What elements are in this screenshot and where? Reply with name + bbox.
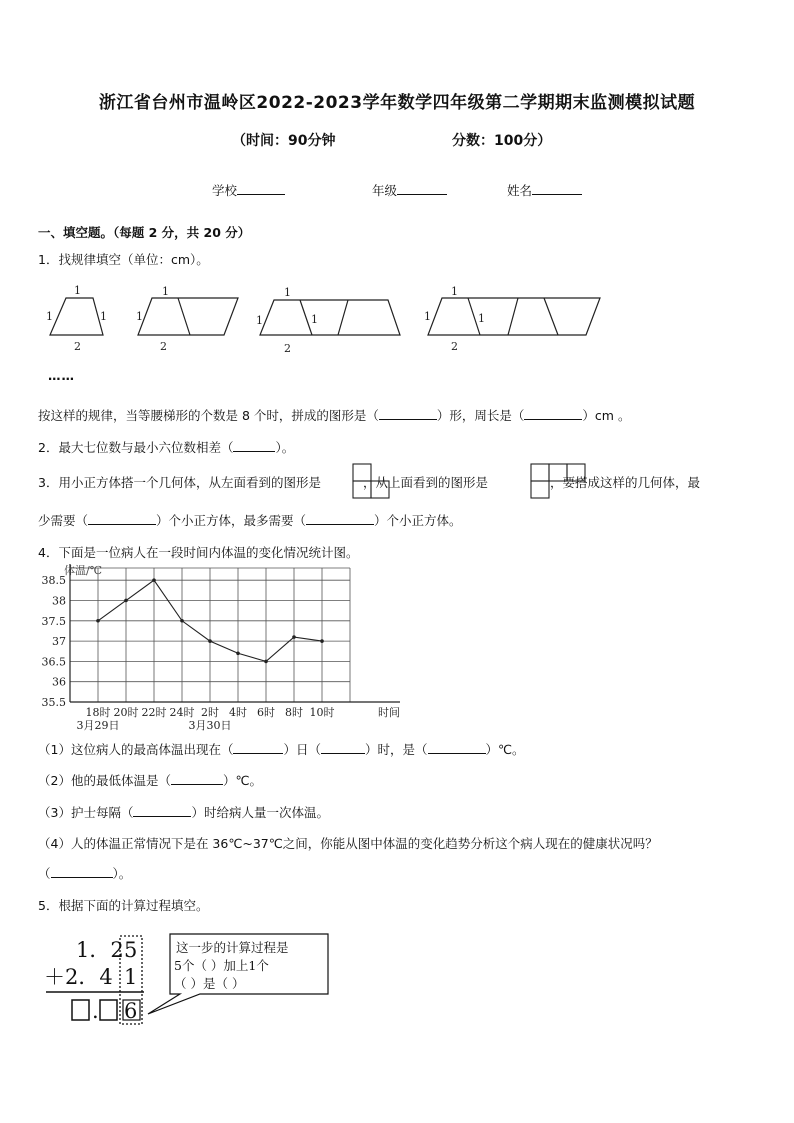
fig-label-top: 1 bbox=[451, 285, 458, 298]
fig-label-side: 1 bbox=[100, 310, 107, 323]
addend-one-box-digit: 5 bbox=[124, 938, 138, 962]
bubble-line-1: 这一步的计算过程是 bbox=[176, 940, 289, 955]
school-field bbox=[212, 181, 285, 199]
fig-label-top: 1 bbox=[74, 284, 81, 297]
temperature-point bbox=[208, 639, 212, 643]
left-view-figure bbox=[352, 463, 392, 499]
trapezoid-pattern-figure bbox=[38, 280, 618, 360]
result-box-digit: 6 bbox=[124, 999, 138, 1023]
x-tick-label: 10时 bbox=[309, 706, 335, 719]
temperature-point bbox=[124, 599, 128, 603]
q4-part3: （3）护士每隔（ ）时给病人量一次体温。 bbox=[38, 805, 329, 820]
x-tick-label: 4时 bbox=[229, 706, 247, 719]
fig-label-side: 1 bbox=[478, 312, 485, 325]
grade-field bbox=[372, 181, 447, 199]
temperature-point bbox=[152, 578, 156, 582]
q3-question-line2: 少需要（ ）个小正方体，最多需要（ ）个小正方体。 bbox=[38, 513, 462, 528]
temperature-point bbox=[292, 635, 296, 639]
name-field bbox=[507, 181, 582, 199]
school-label: 学校 bbox=[212, 183, 238, 198]
q1-shape-blank[interactable] bbox=[379, 406, 437, 420]
temperature-point bbox=[96, 619, 100, 623]
q4-part2: （2）他的最低体温是（ ）℃。 bbox=[38, 773, 263, 788]
x-axis-label: 时间 bbox=[378, 706, 400, 719]
exam-score: 分数：100分） bbox=[452, 133, 552, 149]
name-blank[interactable] bbox=[532, 181, 582, 195]
q3-max-blank[interactable] bbox=[306, 511, 374, 525]
x-tick-label: 20时 bbox=[113, 706, 139, 719]
fig-label-side: 1 bbox=[136, 310, 143, 323]
q4-part4: （4）人的体温正常情况下是在 36℃~37℃之间，你能从图中体温的变化趋势分析这个病人现在的健康状况吗？ bbox=[38, 836, 658, 851]
temperature-line-chart bbox=[30, 560, 420, 735]
fig-label-top: 1 bbox=[284, 286, 291, 299]
exam-time: （时间：90分钟 bbox=[232, 133, 336, 149]
pattern-ellipsis: …… bbox=[48, 368, 75, 383]
q4-interval-blank[interactable] bbox=[133, 803, 191, 817]
name-label: 姓名 bbox=[507, 183, 533, 198]
date-label: 3月30日 bbox=[188, 719, 232, 732]
q4-day-blank[interactable] bbox=[233, 740, 283, 754]
fig-label-bottom: 2 bbox=[74, 340, 81, 353]
date-label: 3月29日 bbox=[76, 719, 120, 732]
result-decimal-point: . bbox=[92, 999, 99, 1023]
y-tick-label: 38.5 bbox=[41, 574, 66, 588]
q2-question: 2．最大七位数与最小六位数相差（ ）。 bbox=[38, 440, 295, 455]
vertical-addition-figure bbox=[40, 930, 340, 1030]
school-blank[interactable] bbox=[237, 181, 285, 195]
grade-blank[interactable] bbox=[397, 181, 447, 195]
temperature-point bbox=[320, 639, 324, 643]
temperature-point bbox=[264, 660, 268, 664]
x-tick-label: 8时 bbox=[285, 706, 303, 719]
fig-label-bottom: 2 bbox=[284, 342, 291, 355]
x-tick-label: 24时 bbox=[169, 706, 195, 719]
fig-label-side: 1 bbox=[256, 314, 263, 327]
q2-answer-blank[interactable] bbox=[233, 438, 275, 452]
q4-mintemp-blank[interactable] bbox=[171, 771, 223, 785]
y-tick-label: 35.5 bbox=[41, 696, 66, 709]
bubble-line-2: 5个（ ）加上1个 bbox=[174, 958, 269, 973]
q5-stem: 5．根据下面的计算过程填空。 bbox=[38, 898, 209, 913]
fig-label-side: 1 bbox=[424, 310, 431, 323]
fig-label-top: 1 bbox=[162, 285, 169, 298]
q4-hour-blank[interactable] bbox=[321, 740, 365, 754]
addend-two: ＋2．4 bbox=[44, 965, 113, 989]
temperature-point bbox=[236, 651, 240, 655]
y-tick-label: 37 bbox=[52, 635, 66, 649]
y-tick-label: 38 bbox=[52, 594, 66, 608]
answer-box-ones[interactable] bbox=[72, 1000, 89, 1020]
top-view-figure bbox=[530, 463, 590, 499]
y-tick-label: 36 bbox=[52, 675, 66, 689]
temperature-point bbox=[180, 619, 184, 623]
q4-part1: （1）这位病人的最高体温出现在（ ）日（ ）时，是（ ）℃。 bbox=[38, 742, 525, 757]
q4-health-blank[interactable] bbox=[51, 864, 113, 878]
x-tick-label: 6时 bbox=[257, 706, 275, 719]
q1-perimeter-blank[interactable] bbox=[524, 406, 582, 420]
x-tick-label: 22时 bbox=[141, 706, 167, 719]
q1-question: 按这样的规律，当等腰梯形的个数是 8 个时，拼成的图形是（ ）形，周长是（ ）cm 。 bbox=[38, 408, 631, 423]
y-tick-label: 37.5 bbox=[41, 614, 66, 628]
q3-min-blank[interactable] bbox=[88, 511, 156, 525]
bubble-line-3: （ ）是（ ） bbox=[174, 976, 245, 991]
q1-stem: 1．找规律填空（单位：cm）。 bbox=[38, 252, 209, 267]
fig-label-side: 1 bbox=[311, 313, 318, 326]
q4-stem: 4．下面是一位病人在一段时间内体温的变化情况统计图。 bbox=[38, 545, 359, 560]
fig-label-bottom: 2 bbox=[160, 340, 167, 353]
section-heading: 一、填空题。（每题 2 分，共 20 分） bbox=[38, 225, 251, 240]
x-tick-label: 18时 bbox=[85, 706, 111, 719]
fig-label-side: 1 bbox=[46, 310, 53, 323]
y-tick-label: 36.5 bbox=[41, 655, 66, 669]
q4-maxtemp-blank[interactable] bbox=[428, 740, 486, 754]
x-tick-label: 2时 bbox=[201, 706, 219, 719]
addend-two-box-digit: 1 bbox=[124, 965, 138, 989]
q4-part4-answer: （ ）。 bbox=[38, 866, 132, 881]
y-axis-label: 体温/℃ bbox=[64, 564, 103, 577]
fig-label-bottom: 2 bbox=[451, 340, 458, 353]
page-title: 浙江省台州市温岭区2022-2023学年数学四年级第二学期期末监测模拟试题 bbox=[98, 93, 696, 113]
addend-one: 1．2 bbox=[76, 938, 124, 962]
q3-question-line1: 3．用小正方体搭一个几何体，从左面看到的图形是 ，从上面看到的图形是 ，要搭成这样的几何体，最 bbox=[38, 475, 700, 490]
grade-label: 年级 bbox=[372, 183, 398, 198]
answer-box-tenths[interactable] bbox=[100, 1000, 117, 1020]
